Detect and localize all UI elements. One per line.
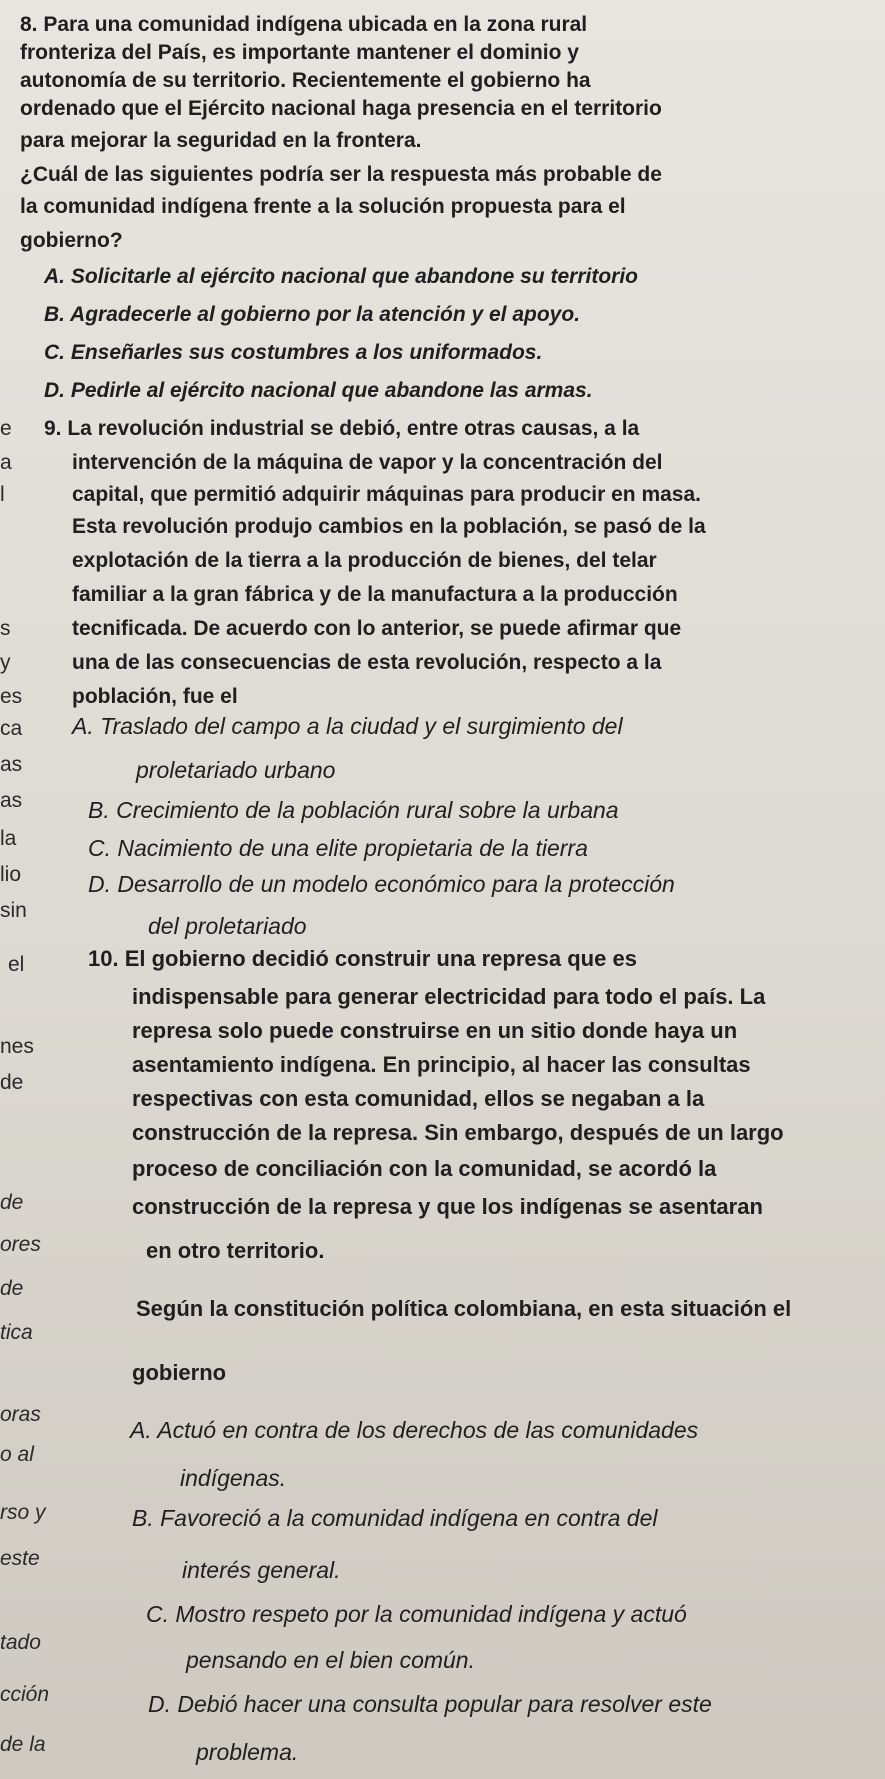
q8-option-c: C. Enseñarles sus costumbres a los uniformados.	[44, 341, 543, 364]
left-fragment: l	[0, 483, 5, 506]
left-fragment: as	[0, 789, 23, 812]
q9-option-a-cont: proletariado urbano	[136, 757, 336, 783]
left-fragment: de	[0, 1071, 24, 1094]
q8-line: la comunidad indígena frente a la solución propuesta para el	[20, 195, 626, 218]
q8-line: autonomía de su territorio. Recientemente el gobierno ha	[20, 69, 591, 92]
left-fragment: es	[0, 685, 23, 708]
q10-option-d: D. Debió hacer una consulta popular para resolver este	[148, 1691, 712, 1717]
q8-line: gobierno?	[20, 229, 123, 252]
q10-option-a: A. Actuó en contra de los derechos de las comunidades	[130, 1417, 699, 1443]
q10-option-b: B. Favoreció a la comunidad indígena en contra del	[132, 1505, 658, 1531]
q9-line: explotación de la tierra a la producción de bienes, del telar	[72, 549, 657, 572]
q10-option-c-cont: pensando en el bien común.	[186, 1647, 475, 1673]
left-fragment: o al	[0, 1443, 34, 1466]
left-fragment: as	[0, 753, 23, 776]
q10-line: construcción de la represa. Sin embargo, después de un largo	[132, 1120, 784, 1145]
left-fragment: oras	[0, 1403, 41, 1426]
q10-line: Según la constitución política colombiana, en esta situación el	[136, 1296, 792, 1321]
left-fragment: tado	[0, 1631, 41, 1654]
q9-line: 9. La revolución industrial se debió, entre otras causas, a la	[44, 417, 640, 440]
q10-line: indispensable para generar electricidad para todo el país. La	[132, 984, 766, 1009]
q9-option-c: C. Nacimiento de una elite propietaria de la tierra	[88, 835, 588, 861]
left-fragment: la	[0, 827, 17, 850]
q8-line: para mejorar la seguridad en la frontera.	[20, 129, 422, 152]
left-fragment: rso y	[0, 1501, 46, 1524]
q9-line: familiar a la gran fábrica y de la manufactura a la producción	[72, 583, 678, 606]
q8-option-b: B. Agradecerle al gobierno por la atención y el apoyo.	[44, 303, 581, 326]
q9-option-d: D. Desarrollo de un modelo económico para la protección	[88, 871, 675, 897]
left-fragment: de	[0, 1277, 24, 1300]
q9-line: intervención de la máquina de vapor y la concentración del	[72, 451, 663, 474]
q10-line: en otro territorio.	[146, 1238, 325, 1263]
q9-option-a: A. Traslado del campo a la ciudad y el surgimiento del	[72, 713, 623, 739]
q10-line: gobierno	[132, 1360, 227, 1385]
left-fragment: y	[0, 651, 11, 674]
left-fragment: cción	[0, 1683, 50, 1706]
q8-line: ¿Cuál de las siguientes podría ser la respuesta más probable de	[20, 163, 662, 186]
q10-option-b-cont: interés general.	[182, 1557, 341, 1583]
left-fragment: tica	[0, 1321, 33, 1344]
q10-option-c: C. Mostro respeto por la comunidad indígena y actuó	[146, 1601, 687, 1627]
left-fragment: e	[0, 417, 12, 440]
left-fragment: lio	[0, 863, 22, 886]
q8-line: ordenado que el Ejército nacional haga presencia en el territorio	[20, 97, 662, 120]
q9-line: población, fue el	[72, 685, 238, 708]
q10-line: represa solo puede construirse en un sitio donde haya un	[132, 1018, 738, 1043]
left-fragment: de la	[0, 1733, 46, 1756]
left-fragment: nes	[0, 1035, 34, 1058]
q8-line: 8. Para una comunidad indígena ubicada en la zona rural	[20, 13, 588, 36]
q8-option-a: A. Solicitarle al ejército nacional que abandone su territorio	[44, 265, 638, 288]
q9-line: una de las consecuencias de esta revolución, respecto a la	[72, 651, 662, 674]
left-fragment: ca	[0, 717, 23, 740]
left-fragment: este	[0, 1547, 40, 1570]
q10-option-d-cont: problema.	[196, 1739, 299, 1765]
q9-line: Esta revolución produjo cambios en la población, se pasó de la	[72, 515, 706, 538]
q9-option-b: B. Crecimiento de la población rural sobre la urbana	[88, 797, 619, 823]
q10-line: asentamiento indígena. En principio, al hacer las consultas	[132, 1052, 751, 1077]
q10-line: construcción de la represa y que los indígenas se asentaran	[132, 1194, 763, 1219]
left-fragment: a	[0, 451, 12, 474]
q10-option-a-cont: indígenas.	[180, 1465, 287, 1491]
left-fragment: s	[0, 617, 11, 640]
q9-line: tecnificada. De acuerdo con lo anterior, se puede afirmar que	[72, 617, 682, 640]
q9-option-d-cont: del proletariado	[148, 913, 307, 939]
left-fragment: ores	[0, 1233, 41, 1256]
left-fragment: de	[0, 1191, 24, 1214]
q8-option-d: D. Pedirle al ejército nacional que abandone las armas.	[44, 379, 593, 402]
q10-line: 10. El gobierno decidió construir una represa que es	[88, 946, 637, 971]
left-fragment: el	[8, 953, 25, 976]
q10-line: proceso de conciliación con la comunidad, se acordó la	[132, 1156, 717, 1181]
q10-line: respectivas con esta comunidad, ellos se negaban a la	[132, 1086, 705, 1111]
q8-line: fronteriza del País, es importante mantener el dominio y	[20, 41, 579, 64]
q9-line: capital, que permitió adquirir máquinas para producir en masa.	[72, 483, 701, 506]
left-fragment: sin	[0, 899, 27, 922]
